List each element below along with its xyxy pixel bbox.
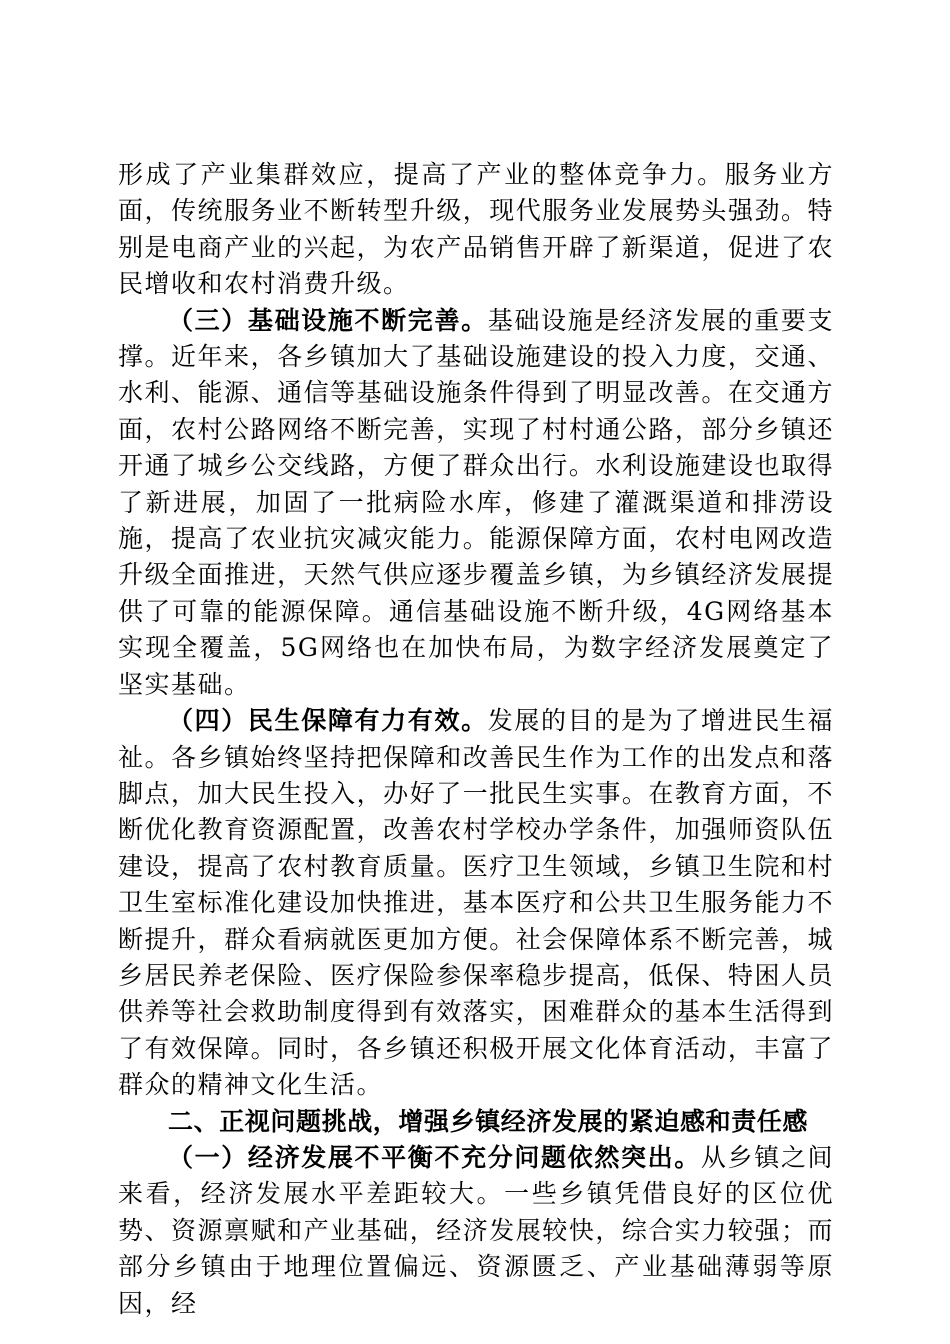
paragraph-body: 基础设施是经济发展的重要支撑。近年来，各乡镇加大了基础设施建设的投入力度，交通、水利、能源、通信等基础设施条件得到了明显改善。在交通方面，农村公路网络不断完善，实现了村村通公路，部分乡镇还开通了城乡公交线路，方便了群众出行。水利设施建设也取得了新进展，加固了一批病险水库，修建了灌溉渠道和排涝设施，提高了农业抗灾减灾能力。能源保障方面，农村电网改造升级全面推进，天然气供应逐步覆盖乡镇，为乡镇经济发展提供了可靠的能源保障。通信基础设施不断升级，4G网络基本实现全覆盖，5G网络也在加快布局，为数字经济发展奠定了坚实基础。 — [118, 305, 834, 699]
paragraph-body: 形成了产业集群效应，提高了产业的整体竞争力。服务业方面，传统服务业不断转型升级，现代服务业发展势头强劲。特别是电商产业的兴起，为农产品销售开辟了新渠道，促进了农民增收和农村消费升级。 — [118, 160, 834, 299]
paragraph-industry-cluster — [118, 157, 834, 303]
paragraph-imbalance — [118, 1140, 834, 1322]
paragraph-infrastructure — [118, 303, 834, 703]
paragraph-livelihood — [118, 703, 834, 1103]
paragraph-heading: （三）基础设施不断完善。 — [168, 305, 488, 335]
paragraph-heading: （一）经济发展不平衡不充分问题依然突出。 — [168, 1142, 701, 1172]
paragraph-heading: （四）民生保障有力有效。 — [168, 706, 488, 736]
section-heading-problems: 二、正视问题挑战，增强乡镇经济发展的紧迫感和责任感 — [168, 1106, 809, 1136]
paragraph-body: 从乡镇之间来看，经济发展水平差距较大。一些乡镇凭借良好的区位优势、资源禀赋和产业基础，经济发展较快，综合实力较强；而部分乡镇由于地理位置偏远、资源匮乏、产业基础薄弱等原因，经 — [118, 1142, 834, 1318]
paragraph-body: 发展的目的是为了增进民生福祉。各乡镇始终坚持把保障和改善民生作为工作的出发点和落脚点，加大民生投入，办好了一批民生实事。在教育方面，不断优化教育资源配置，改善农村学校办学条件，加强师资队伍建设，提高了农村教育质量。医疗卫生领域，乡镇卫生院和村卫生室标准化建设加快推进，基本医疗和公共卫生服务能力不断提升，群众看病就医更加方便。社会保障体系不断完善，城乡居民养老保险、医疗保险参保率稳步提高，低保、特困人员供养等社会救助制度得到有效落实，困难群众的基本生活得到了有效保障。同时，各乡镇还积极开展文化体育活动，丰富了群众的精神文化生活。 — [118, 706, 834, 1100]
document-page — [118, 157, 834, 1322]
